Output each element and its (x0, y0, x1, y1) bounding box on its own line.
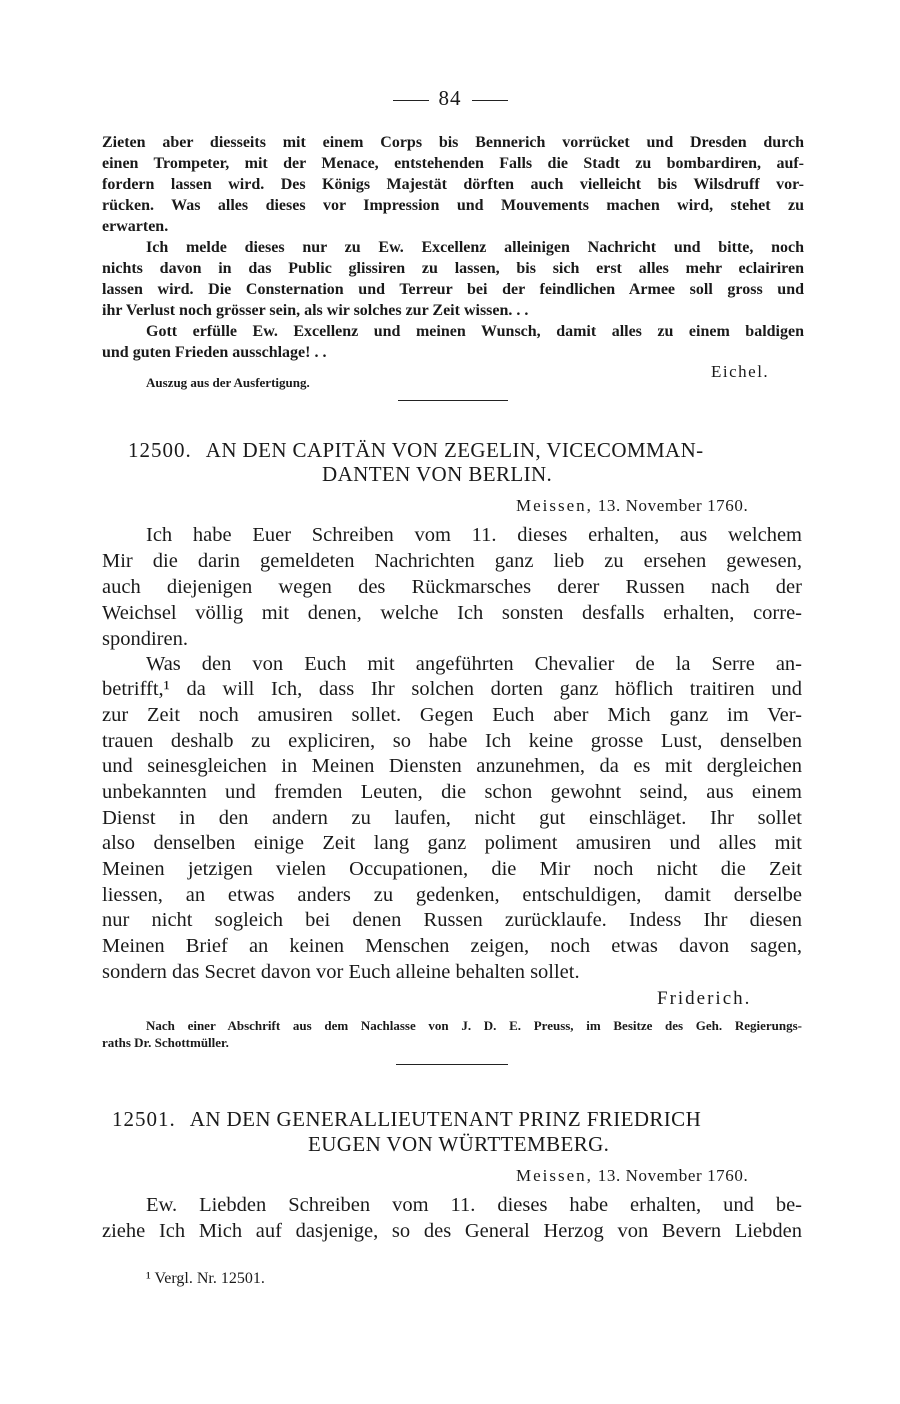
letter-body-line: Meinen Brief an keinen Menschen zeigen, noch etwas davon sagen, (102, 935, 802, 957)
letter-body-line: zur Zeit noch amusiren sollet. Gegen Euch aber Mich ganz im Ver- (102, 704, 802, 726)
letter-number: 12500. (128, 438, 192, 462)
letter-recipient: AN DEN CAPITÄN VON ZEGELIN, VICECOMMAN- (205, 438, 704, 462)
letter1-line: einen Trompeter, mit der Menace, entstehenden Falls die Stadt zu bombardiren, auf- (102, 155, 804, 172)
letter1-source-note: Auszug aus der Ausfertigung. (146, 375, 310, 390)
letter-heading (128, 438, 704, 463)
letter-heading-continued: DANTEN VON BERLIN. (322, 462, 553, 486)
letter1-line: ihr Verlust noch grösser sein, als wir solches zur Zeit wissen. . . (102, 302, 529, 319)
letter1-line: Ich melde dieses nur zu Ew. Excellenz alleinigen Nachricht und bitte, noch (146, 239, 804, 256)
letter-body-line: Dienst in den andern zu laufen, nicht gut einschläget. Ihr sollet (102, 807, 802, 829)
letter-heading (112, 1107, 701, 1132)
letter-body-line: nur nicht sogleich bei denen Russen zurücklaufe. Indess Ihr diesen (102, 909, 802, 931)
letter-body-line: und seinesgleichen in Meinen Diensten anzunehmen, da es mit dergleichen (102, 755, 802, 777)
page-number-right-dash (472, 100, 508, 101)
letter-signature: Friderich. (657, 988, 752, 1009)
letter-number: 12501. (112, 1107, 176, 1131)
letter-source-note: Nach einer Abschrift aus dem Nachlasse von J. D. E. Preuss, im Besitze des Geh. Regierungs- (146, 1018, 802, 1033)
letter-body-line: Ich habe Euer Schreiben vom 11. dieses erhalten, aus welchem (146, 524, 802, 546)
letter-body-line: trauen deshalb zu expliciren, so habe Ich keine grosse Lust, denselben (102, 730, 802, 752)
letter1-line: rücken. Was alles dieses vor Impression und Mouvements machen wird, stehet zu (102, 197, 804, 214)
letter1-line: lassen wird. Die Consternation und Terreur bei der feindlichen Armee soll gross und (102, 281, 804, 298)
letter-recipient: AN DEN GENERALLIEUTENANT PRINZ FRIEDRICH (189, 1107, 702, 1131)
letter-body-line: Ew. Liebden Schreiben vom 11. dieses habe erhalten, und be- (146, 1194, 802, 1216)
page-number: 84 (0, 86, 900, 111)
letter-body-line: betrifft,¹ da will Ich, dass Ihr solchen dorten ganz höflich traitiren und (102, 678, 802, 700)
section-divider (398, 400, 508, 401)
section-divider (396, 1064, 508, 1065)
letter-body-line: unbekannten und fremden Leuten, die schon gewohnt seind, aus einem (102, 781, 802, 803)
letter-body-line: sondern das Secret davon vor Euch alleine behalten sollet. (102, 961, 580, 983)
footnote: ¹ Vergl. Nr. 12501. (146, 1270, 265, 1287)
page-number-left-dash (393, 100, 429, 101)
letter1-line: nichts davon in das Public glissiren zu lassen, bis sich erst alles mehr eclairiren (102, 260, 804, 277)
letter-source-note-continued: raths Dr. Schottmüller. (102, 1035, 229, 1050)
letter1-line: Zieten aber diesseits mit einem Corps bis Bennerich vorrücket und Dresden durch (102, 134, 804, 151)
letter-body-line: Meinen jetzigen vielen Occupationen, die Mir noch nicht die Zeit (102, 858, 802, 880)
letter1-line: erwarten. (102, 218, 169, 235)
letter-place-date: Meissen, 13. November 1760. (516, 496, 749, 515)
letter-body-line: spondiren. (102, 628, 188, 650)
letter1-signature: Eichel. (711, 362, 770, 381)
letter-heading-continued: EUGEN VON WÜRTTEMBERG. (308, 1132, 610, 1156)
letter-body-line: also denselben einige Zeit lang ganz poliment amusiren und alles mit (102, 832, 802, 854)
letter-body-line: auch diejenigen wegen des Rückmarsches derer Russen nach der (102, 576, 802, 598)
letter-body-line: Mir die darin gemeldeten Nachrichten ganz lieb zu ersehen gewesen, (102, 550, 802, 572)
letter1-line: Gott erfülle Ew. Excellenz und meinen Wunsch, damit alles zu einem baldigen (146, 323, 804, 340)
letter1-line: fordern lassen wird. Des Königs Majestät dörften auch vielleicht bis Wilsdruff vor- (102, 176, 804, 193)
letter-body-line: Weichsel völlig mit denen, welche Ich sonsten desfalls erhalten, corre- (102, 602, 802, 624)
letter-body-line: Was den von Euch mit angeführten Chevalier de la Serre an- (146, 653, 802, 675)
letter-body-line: ziehe Ich Mich auf dasjenige, so des General Herzog von Bevern Liebden (102, 1220, 802, 1242)
letter-place-date: Meissen, 13. November 1760. (516, 1166, 749, 1185)
letter-body-line: liessen, an etwas anders zu gedenken, entschuldigen, damit derselbe (102, 884, 802, 906)
letter1-line: und guten Frieden ausschlage! . . (102, 344, 327, 361)
